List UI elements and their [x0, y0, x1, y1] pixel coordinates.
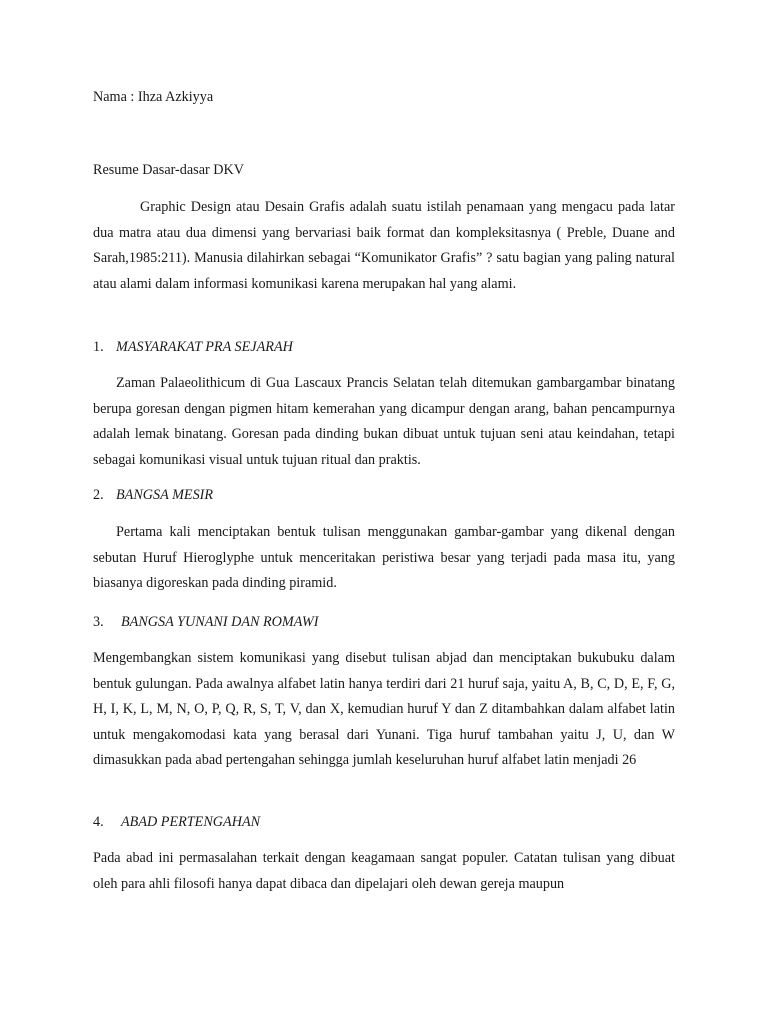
section-number: 3. — [93, 614, 104, 630]
section-heading-2 — [93, 485, 213, 505]
section-body-1: Zaman Palaeolithicum di Gua Lascaux Prancis Selatan telah ditemukan gambargambar binatang berupa goresan dengan pigmen hitam kemerahan yang dicampur dengan arang, bahan pencampurnya adalah lemak binatang. Goresan pada dinding bukan dibuat untuk tujuan seni atau keindahan, tetapi sebagai komunikasi visual untuk tujuan ritual dan praktis. — [93, 375, 675, 468]
section-title: BANGSA MESIR — [116, 487, 214, 503]
section-number: 4. — [93, 814, 104, 830]
section-body-2: Pertama kali menciptakan bentuk tulisan menggunakan gambar-gambar yang dikenal dengan sebutan Huruf Hieroglyphe untuk menceritakan peristiwa besar yang terjadi pada masa itu, yang biasanya digoreskan pada dinding piramid. — [93, 524, 675, 591]
document-title: Resume Dasar-dasar DKV — [93, 162, 244, 178]
section-body-3: Mengembangkan sistem komunikasi yang disebut tulisan abjad dan menciptakan bukubuku dalam bentuk gulungan. Pada awalnya alfabet latin hanya terdiri dari 21 huruf saja, yaitu A, B, C, D, E, F, G, H, I, K, L, M, N, O, P, Q, R, S, T, V, dan X, kemudian huruf Y dan Z ditambahkan dalam alfabet latin untuk mengakomodasi kata yang berasal dari Yunani. Tiga huruf tambahan yaitu J, U, dan W dimasukkan pada abad pertengahan sehingga jumlah keseluruhan huruf alfabet latin menjadi 26 — [93, 650, 675, 768]
author-name-line: Nama : Ihza Azkiyya — [93, 89, 214, 105]
section-heading-3 — [93, 612, 318, 632]
section-title: ABAD PERTENGAHAN — [121, 814, 261, 830]
intro-paragraph: Graphic Design atau Desain Grafis adalah suatu istilah penamaan yang mengacu pada latar dua matra atau dua dimensi yang bervariasi baik format dan kompleksitasnya ( Preble, Duane and Sarah,1985:211). Manusia dilahirkan sebagai “Komunikator Grafis” ? satu bagian yang paling natural atau alami dalam informasi komunikasi karena merupakan hal yang alami. — [93, 199, 675, 292]
section-number: 2. — [93, 487, 104, 503]
section-number: 1. — [93, 339, 104, 355]
section-heading-1 — [93, 337, 293, 357]
section-heading-4 — [93, 812, 260, 832]
section-title: MASYARAKAT PRA SEJARAH — [116, 339, 293, 355]
section-title: BANGSA YUNANI DAN ROMAWI — [121, 614, 319, 630]
section-body-4: Pada abad ini permasalahan terkait dengan keagamaan sangat populer. Catatan tulisan yang dibuat oleh para ahli filosofi hanya dapat dibaca dan dipelajari oleh dewan gereja maupun — [93, 850, 675, 892]
